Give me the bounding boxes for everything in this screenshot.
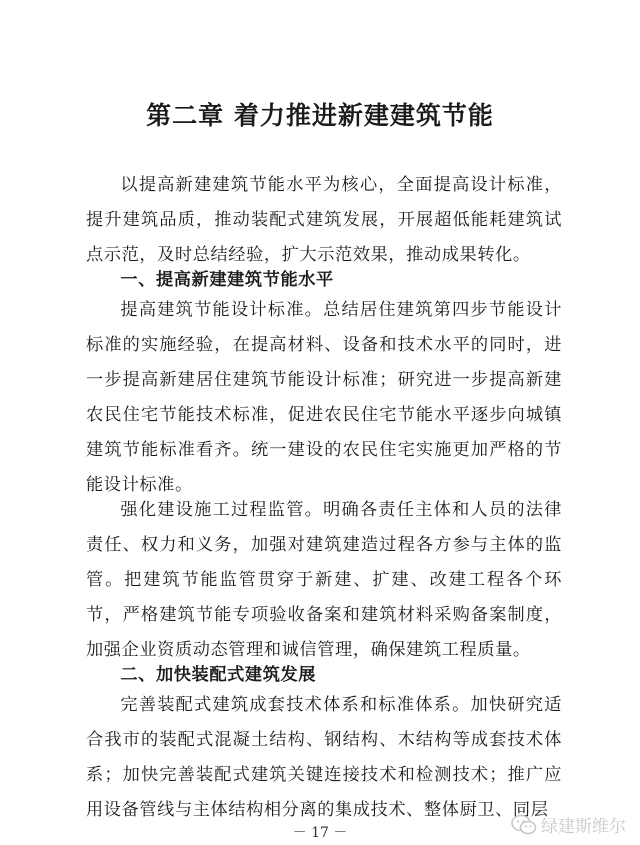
section-heading-1: 一、提高新建建筑节能水平	[120, 270, 334, 290]
paragraph-intro: 以提高新建建筑节能水平为核心，全面提高设计标准，提升建筑品质，推动装配式建筑发展，开展超低能耗建筑试点示范，及时总结经验，扩大示范效果，推动成果转化。	[86, 175, 562, 265]
paragraph-construction-supervision: 强化建设施工过程监管。明确各责任主体和人员的法律责任、权力和义务，加强对建筑建造过程各方参与主体的监管。把建筑节能监管贯穿于新建、扩建、改建工程各个环节，严格建筑节能专项验收备案和建筑材料采购备案制度，加强企业资质动态管理和诚信管理，确保建筑工程质量。	[86, 500, 562, 660]
section-heading-2: 二、加快装配式建筑发展	[120, 665, 317, 685]
paragraph-prefab-system: 完善装配式建筑成套技术体系和标准体系。加快研究适合我市的装配式混凝土结构、钢结构、木结构等成套技术体系；加快完善装配式建筑关键连接技术和检测技术；推广应用设备管线与主体结构相分离的集成技术、整体厨卫、同层	[86, 695, 562, 820]
paragraph-design-standard: 提高建筑节能设计标准。总结居住建筑第四步节能设计标准的实施经验，在提高材料、设备和技术水平的同时，进一步提高新建居住建筑节能设计标准；研究进一步提高新建农民住宅节能技术标准，促进农民住宅节能水平逐步向城镇建筑节能标准看齐。统一建设的农民住宅实施更加严格的节能设计标准。	[86, 300, 562, 495]
page-title: 第二章 着力推进新建建筑节能	[146, 101, 494, 130]
watermark-text: 绿建斯维尔	[541, 817, 626, 837]
page-number: － 17 －	[292, 825, 348, 841]
